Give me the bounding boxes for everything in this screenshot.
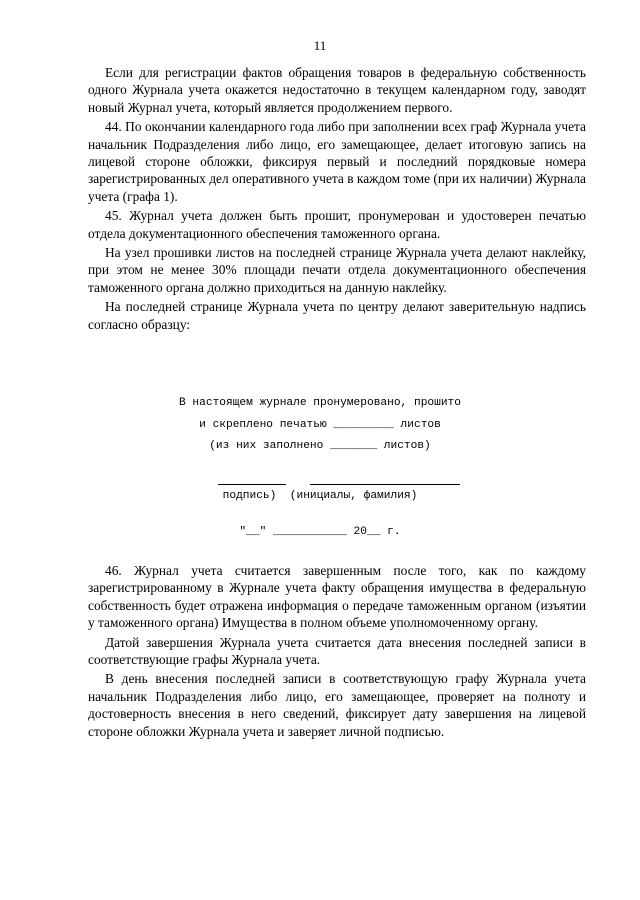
date-line: "__" ___________ 20__ г.: [239, 526, 401, 538]
paragraph-certification-intro: На последней странице Журнала учета по центру делают заверительную надпись согласно образцу:: [88, 299, 586, 332]
top-text-block: [88, 64, 586, 335]
signature-labels: подпись) (инициалы, фамилия): [222, 490, 418, 502]
paragraph-46: 46. Журнал учета считается завершенным после того, как по каждому зарегистрированному в Журнале учета факту обращения имущества в федеральную собственность будет отражена информация о передаче таможенным органом (изъятии у таможенного органа) Имущества в полном объеме уполномоченному органу.: [88, 563, 586, 631]
certification-line-2: и скреплено печатью _________ листов: [199, 419, 441, 431]
paragraph-completion-date: Датой завершения Журнала учета считается дата внесения последней записи в соответствующие графы Журнала учета.: [88, 634, 586, 668]
paragraph-sticker: На узел прошивки листов на последней странице Журнала учета делают наклейку, при этом не менее 30% площади печати отдела документационного обеспечения таможенного органа должно приходиться на данную наклейку.: [88, 245, 586, 295]
bottom-text-block: [88, 562, 586, 742]
signature-lines: [212, 484, 472, 486]
signature-line: [218, 484, 286, 485]
certification-line-1: В настоящем журнале пронумеровано, прошито: [179, 397, 461, 409]
certification-line-3: (из них заполнено _______ листов): [209, 440, 431, 452]
paragraph-final-check: В день внесения последней записи в соответствующую графу Журнала учета начальник Подразделения либо лицо, его замещающее, проверяет на полноту и достоверность внесения в него сведений, фиксирует дату завершения на лицевой стороне обложки Журнала учета и заверяет личной подписью.: [88, 671, 586, 739]
page-number: 11: [313, 38, 327, 53]
paragraph-44: 44. По окончании календарного года либо при заполнении всех граф Журнала учета начальник Подразделения либо лицо, его замещающее, делает итоговую запись на лицевой стороне обложки, фиксируя первый и последний порядковые номера зарегистрированных дел оперативного учета в каждом томе (при их наличии) Журнала учета (графа 1).: [88, 119, 586, 204]
name-line: [310, 484, 460, 485]
paragraph-journal-continuation: Если для регистрации фактов обращения товаров в федеральную собственность одного Журнала учета окажется недостаточно в текущем календарном году, заводят новый Журнал учета, который является продолжением первого.: [88, 65, 586, 115]
paragraph-45: 45. Журнал учета должен быть прошит, пронумерован и удостоверен печатью отдела документационного обеспечения таможенного органа.: [88, 208, 586, 241]
